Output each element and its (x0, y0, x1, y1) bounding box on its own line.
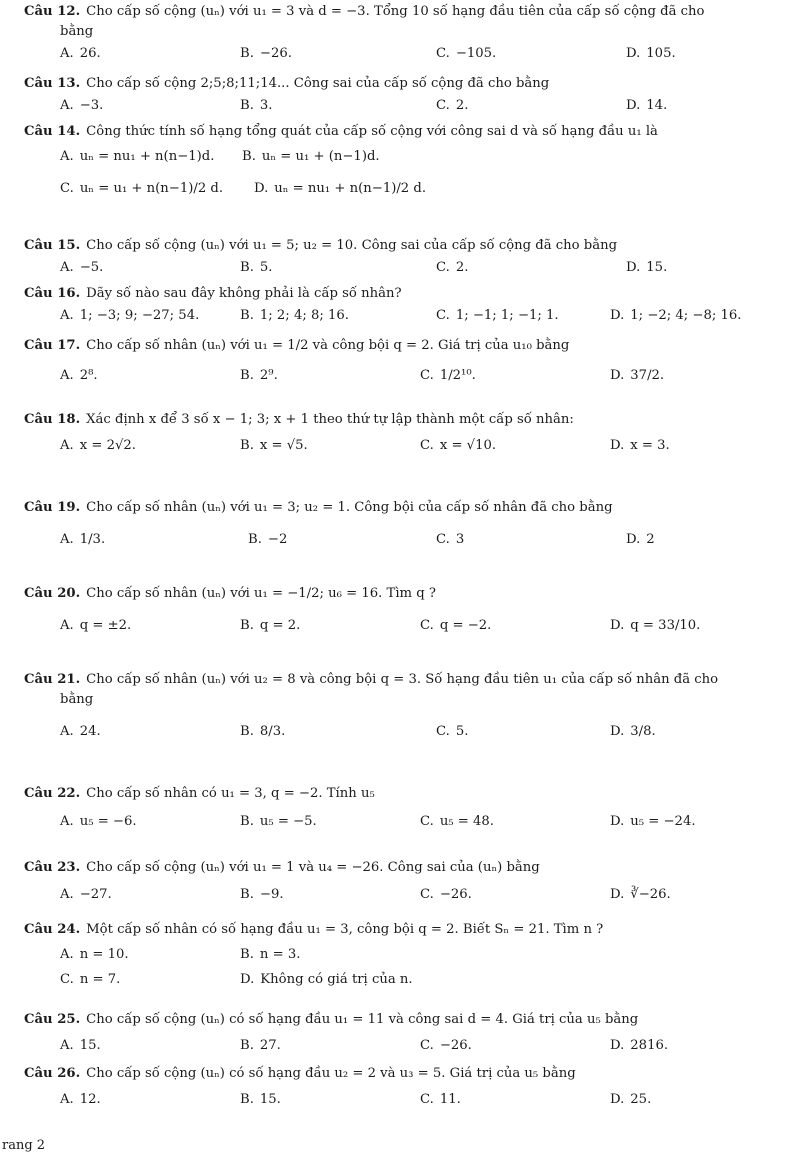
question-number: Câu 22. (24, 786, 81, 801)
option-a[interactable]: A. −3. (60, 98, 104, 113)
question-stem: Dãy số nào sau đây không phải là cấp số nhân? (86, 286, 402, 301)
answer-options (24, 142, 784, 172)
question-stem-continued: bằng (60, 692, 94, 707)
option-a[interactable]: A. −5. (60, 260, 104, 275)
option-d[interactable]: D. uₙ = nu₁ + n(n−1)/2 d. (254, 181, 427, 196)
question-stem: Cho cấp số cộng (uₙ) có số hạng đầu u₁ = 11 và công sai d = 4. Giá trị của u₅ bằng (86, 1012, 639, 1027)
question-17 (24, 336, 784, 396)
question-number: Câu 12. (24, 4, 81, 19)
option-a[interactable]: A. 15. (60, 1038, 101, 1053)
option-b[interactable]: B. 15. (240, 1092, 281, 1107)
answer-options (24, 804, 784, 836)
question-number: Câu 18. (24, 412, 81, 427)
option-b[interactable]: B. 27. (240, 1038, 281, 1053)
question-number: Câu 13. (24, 76, 81, 91)
answer-options (24, 1084, 784, 1112)
option-b[interactable]: B. q = 2. (240, 618, 301, 633)
option-d[interactable]: D. 1; −2; 4; −8; 16. (610, 308, 742, 323)
answer-options (24, 518, 784, 558)
question-number: Câu 14. (24, 124, 81, 139)
option-b[interactable]: B. −2 (248, 532, 288, 547)
question-24 (24, 920, 784, 994)
option-d[interactable]: D. u₅ = −24. (610, 814, 696, 829)
question-20 (24, 584, 784, 644)
option-a[interactable]: A. −27. (60, 887, 112, 902)
question-number: Câu 19. (24, 500, 81, 515)
option-d[interactable]: D. Không có giá trị của n. (240, 972, 413, 987)
question-number: Câu 20. (24, 586, 81, 601)
option-c[interactable]: C. −26. (420, 1038, 472, 1053)
option-d[interactable]: D. q = 33/10. (610, 618, 701, 633)
option-a[interactable]: A. n = 10. (60, 947, 129, 962)
option-b[interactable]: B. 1; 2; 4; 8; 16. (240, 308, 349, 323)
option-a[interactable]: A. 26. (60, 46, 101, 61)
option-d[interactable]: D. 37/2. (610, 368, 665, 383)
option-c[interactable]: C. 5. (436, 724, 469, 739)
question-number: Câu 15. (24, 238, 81, 253)
option-c[interactable]: C. x = √10. (420, 438, 497, 453)
option-d[interactable]: D. 2 (626, 532, 655, 547)
option-a[interactable]: A. 24. (60, 724, 101, 739)
question-stem-continued: bằng (60, 24, 94, 39)
question-stem: Cho cấp số nhân có u₁ = 3, q = −2. Tính u₅ (86, 786, 375, 801)
option-c[interactable]: C. 3 (436, 532, 465, 547)
option-d[interactable]: D. 3/8. (610, 724, 656, 739)
answer-options (24, 356, 784, 396)
option-b[interactable]: B. n = 3. (240, 947, 301, 962)
question-stem: Một cấp số nhân có số hạng đầu u₁ = 3, công bội q = 2. Biết Sₙ = 21. Tìm n ? (86, 922, 604, 937)
option-c[interactable]: C. −105. (436, 46, 497, 61)
answer-options (24, 256, 784, 280)
question-22 (24, 784, 784, 836)
question-18 (24, 410, 784, 460)
question-25 (24, 1010, 784, 1058)
question-26 (24, 1064, 784, 1112)
option-d[interactable]: D. 15. (626, 260, 668, 275)
option-d[interactable]: D. 105. (626, 46, 676, 61)
option-d[interactable]: D. 2816. (610, 1038, 669, 1053)
question-stem: Cho cấp số cộng (uₙ) với u₁ = 3 và d = −3. Tổng 10 số hạng đầu tiên của cấp số cộng đã cho (86, 4, 705, 19)
option-b[interactable]: B. −9. (240, 887, 284, 902)
question-21 (24, 670, 784, 750)
answer-options (24, 430, 784, 460)
option-b[interactable]: B. 5. (240, 260, 273, 275)
question-number: Câu 23. (24, 860, 81, 875)
answer-options (24, 710, 784, 750)
option-b[interactable]: B. 3. (240, 98, 273, 113)
question-number: Câu 24. (24, 922, 81, 937)
question-stem: Cho cấp số cộng (uₙ) có số hạng đầu u₂ = 2 và u₃ = 5. Giá trị của u₅ bằng (86, 1066, 576, 1081)
option-c[interactable]: C. 1; −1; 1; −1; 1. (436, 308, 559, 323)
page-number: rang 2 (2, 1138, 46, 1153)
question-15 (24, 236, 784, 280)
question-14 (24, 122, 784, 206)
question-stem: Cho cấp số nhân (uₙ) với u₁ = −1/2; u₆ = 16. Tìm q ? (86, 586, 436, 601)
option-b[interactable]: B. uₙ = u₁ + (n−1)d. (242, 149, 380, 164)
option-a[interactable]: A. x = 2√2. (60, 438, 136, 453)
question-12 (24, 2, 784, 66)
question-16 (24, 284, 784, 328)
option-a[interactable]: A. uₙ = nu₁ + n(n−1)d. (60, 149, 215, 164)
question-stem: Cho cấp số nhân (uₙ) với u₁ = 3; u₂ = 1. Công bội của cấp số nhân đã cho bằng (86, 500, 613, 515)
option-b[interactable]: B. 8/3. (240, 724, 286, 739)
option-c[interactable]: C. 11. (420, 1092, 461, 1107)
option-b[interactable]: B. x = √5. (240, 438, 308, 453)
question-number: Câu 17. (24, 338, 81, 353)
answer-options (24, 940, 784, 968)
option-c[interactable]: C. n = 7. (60, 972, 121, 987)
option-b[interactable]: B. −26. (240, 46, 292, 61)
option-b[interactable]: B. 2⁹. (240, 368, 278, 383)
answer-options (24, 604, 784, 644)
question-stem: Cho cấp số cộng (uₙ) với u₁ = 5; u₂ = 10. Công sai của cấp số cộng đã cho bằng (86, 238, 618, 253)
question-number: Câu 21. (24, 672, 81, 687)
answer-options (24, 878, 784, 908)
option-a[interactable]: A. u₅ = −6. (60, 814, 137, 829)
option-c[interactable]: C. 1/2¹⁰. (420, 368, 476, 383)
option-a[interactable]: A. 1; −3; 9; −27; 54. (60, 308, 200, 323)
option-c[interactable]: C. q = −2. (420, 618, 492, 633)
answer-options (24, 94, 784, 118)
option-a[interactable]: A. 1/3. (60, 532, 106, 547)
question-stem: Cho cấp số nhân (uₙ) với u₁ = 1/2 và công bội q = 2. Giá trị của u₁₀ bằng (86, 338, 570, 353)
question-number: Câu 16. (24, 286, 81, 301)
answer-options (24, 172, 784, 206)
question-stem: Cho cấp số cộng (uₙ) với u₁ = 1 và u₄ = −26. Công sai của (uₙ) bằng (86, 860, 540, 875)
option-d[interactable]: D. 25. (610, 1092, 652, 1107)
answer-options (24, 42, 784, 66)
question-number: Câu 25. (24, 1012, 81, 1027)
option-c[interactable]: C. uₙ = u₁ + n(n−1)/2 d. (60, 181, 224, 196)
option-a[interactable]: A. 2⁸. (60, 368, 98, 383)
question-stem: Cho cấp số nhân (uₙ) với u₂ = 8 và công bội q = 3. Số hạng đầu tiên u₁ của cấp số nhân đã cho (86, 672, 719, 687)
option-d[interactable]: D. ∛−26. (610, 887, 671, 902)
question-stem: Xác định x để 3 số x − 1; 3; x + 1 theo thứ tự lập thành một cấp số nhân: (86, 412, 574, 427)
option-c[interactable]: C. 2. (436, 260, 469, 275)
answer-options (24, 304, 784, 328)
option-c[interactable]: C. u₅ = 48. (420, 814, 494, 829)
option-c[interactable]: C. 2. (436, 98, 469, 113)
option-d[interactable]: D. 14. (626, 98, 668, 113)
question-stem: Cho cấp số cộng 2;5;8;11;14... Công sai của cấp số cộng đã cho bằng (86, 76, 550, 91)
question-19 (24, 498, 784, 558)
question-number: Câu 26. (24, 1066, 81, 1081)
question-stem: Công thức tính số hạng tổng quát của cấp số cộng với công sai d và số hạng đầu u₁ là (86, 124, 658, 139)
option-a[interactable]: A. 12. (60, 1092, 101, 1107)
option-b[interactable]: B. u₅ = −5. (240, 814, 317, 829)
option-a[interactable]: A. q = ±2. (60, 618, 132, 633)
question-13 (24, 74, 784, 118)
option-c[interactable]: C. −26. (420, 887, 472, 902)
option-d[interactable]: D. x = 3. (610, 438, 670, 453)
answer-options (24, 968, 784, 994)
question-23 (24, 858, 784, 908)
answer-options (24, 1030, 784, 1058)
